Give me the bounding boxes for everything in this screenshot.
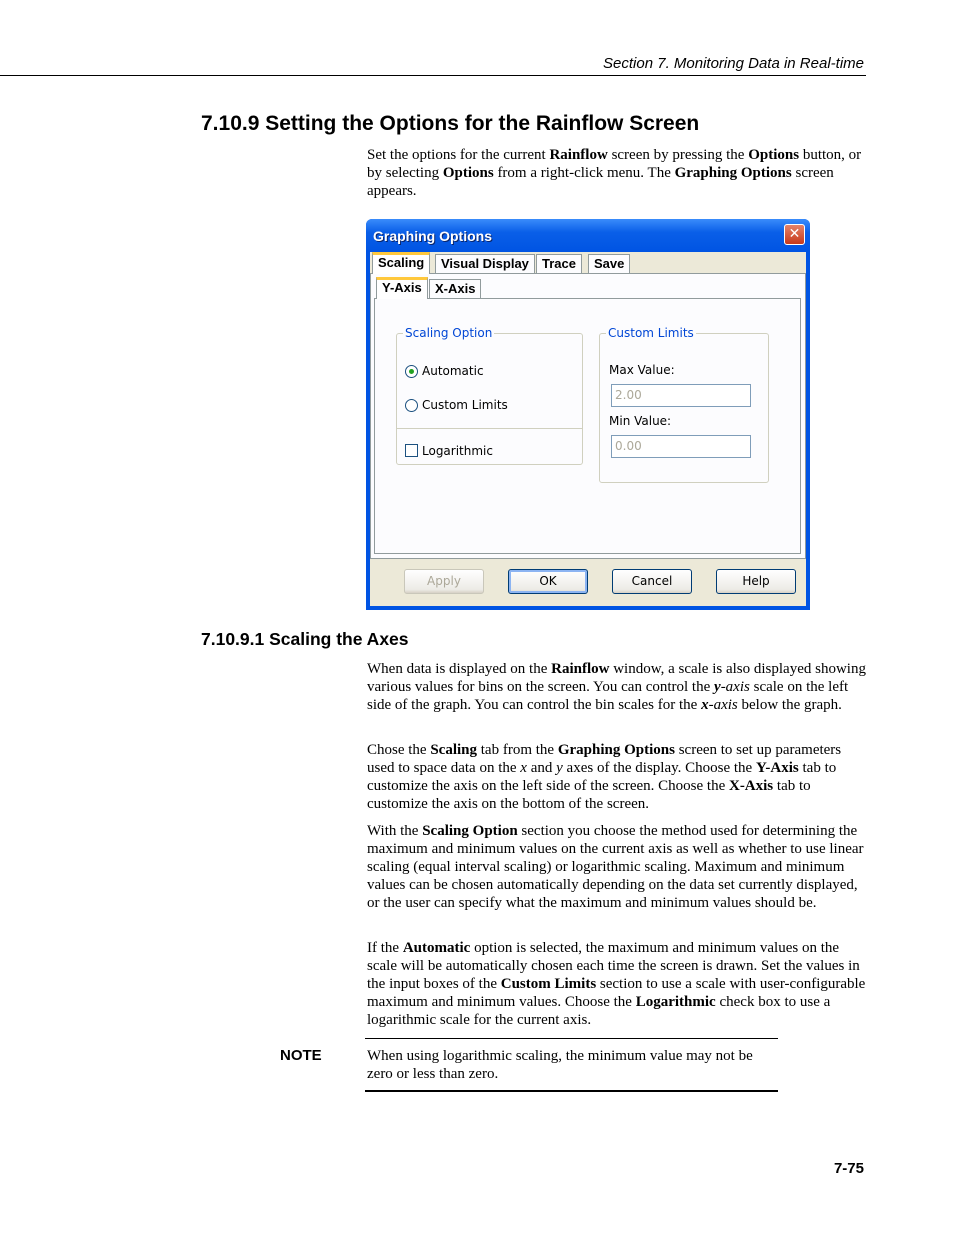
- text-run: below the graph.: [737, 697, 842, 713]
- running-header: Section 7. Monitoring Data in Real-time: [603, 55, 864, 72]
- text-run: Custom Limits: [500, 976, 597, 992]
- custom-limits-group-label: Custom Limits: [608, 326, 694, 340]
- body-paragraph-4: [367, 939, 867, 1029]
- text-run: tab from the: [477, 742, 558, 758]
- text-run: section to use a scale with user-configurable maximum and minimum values. Choose the: [367, 976, 866, 1010]
- cancel-button[interactable]: Cancel: [612, 569, 692, 594]
- tab-visual-display[interactable]: Visual Display: [435, 254, 535, 274]
- tab-trace[interactable]: Trace: [536, 254, 582, 274]
- text-run: screen appears.: [367, 165, 834, 199]
- text-run: x: [701, 697, 709, 713]
- scaling-option-label: Scaling Option: [405, 326, 493, 340]
- logarithmic-checkbox[interactable]: [405, 444, 418, 457]
- min-value-input[interactable]: 0.00: [611, 435, 751, 458]
- note-text: When using logarithmic scaling, the minimum value may not be zero or less than zero.: [367, 1048, 753, 1082]
- text-run: from a right-click menu. The: [493, 165, 675, 181]
- section-heading: 7.10.9 Setting the Options for the Rainflow Screen: [201, 112, 700, 135]
- tab-save[interactable]: Save: [588, 254, 630, 274]
- text-run: Logarithmic: [635, 994, 716, 1010]
- logarithmic-label: Logarithmic: [422, 444, 493, 458]
- subsection-heading: 7.10.9.1 Scaling the Axes: [201, 629, 409, 649]
- apply-button[interactable]: Apply: [404, 569, 484, 594]
- text-run: Options: [748, 147, 800, 163]
- custom-limits-radio[interactable]: [405, 399, 418, 412]
- graphing-options-dialog: [366, 219, 810, 610]
- intro-paragraph: [367, 146, 867, 200]
- body-paragraph-1: [367, 660, 867, 714]
- text-run: When data is displayed on the: [367, 661, 552, 677]
- header-rule: [0, 75, 866, 76]
- text-run: window, a scale is also displayed showing various values for bins on the screen. You can control the: [367, 661, 866, 695]
- text-run: screen to set up parameters used to space data on the: [367, 742, 842, 776]
- text-run: y: [714, 679, 721, 695]
- automatic-label: Automatic: [422, 364, 484, 378]
- text-run: Options: [442, 165, 494, 181]
- text-run: axes of the display. Choose the: [562, 760, 756, 776]
- text-run: -axis: [708, 697, 738, 713]
- text-run: and: [526, 760, 557, 776]
- text-run: Set the options for the current: [367, 147, 550, 163]
- text-run: section you choose the method used for determining the maximum and minimum values on the current axis as well as whether to use linear scaling (equal interval scaling) or logarithmic scaling. Maximum and minimum values can be chosen automatically depending on the data set currently displayed, or the user can specify what the maximum and minimum values should be.: [367, 823, 864, 911]
- tab-scaling[interactable]: Scaling: [372, 252, 430, 274]
- body-paragraph-2: [367, 741, 867, 813]
- note-top-rule: [365, 1038, 778, 1039]
- text-run: -axis: [720, 679, 750, 695]
- body-paragraph-3: [367, 822, 867, 912]
- text-run: Graphing Options: [557, 742, 675, 758]
- text-run: check box to use a logarithmic scale for the current axis.: [367, 994, 831, 1028]
- text-run: tab to customize the axis on the bottom of the screen.: [367, 778, 811, 812]
- note-label: NOTE: [280, 1047, 322, 1064]
- dialog-titlebar[interactable]: [366, 219, 810, 252]
- group-divider: [397, 428, 582, 429]
- tab-x-axis[interactable]: X-Axis: [429, 279, 481, 299]
- text-run: x: [520, 760, 527, 776]
- text-run: If the: [367, 940, 403, 956]
- text-run: Y-Axis: [755, 760, 799, 776]
- max-value-label: Max Value:: [609, 363, 675, 377]
- close-icon[interactable]: ✕: [784, 224, 805, 245]
- note-bottom-rule: [365, 1090, 778, 1092]
- custom-limits-group: [599, 326, 769, 483]
- automatic-radio[interactable]: [405, 365, 418, 378]
- text-run: With the: [367, 823, 423, 839]
- text-run: X-Axis: [728, 778, 774, 794]
- text-run: option is selected, the maximum and minimum values on the scale will be automatically chosen each time the screen is drawn. Set the values in the input boxes of the: [367, 940, 860, 992]
- min-value-label: Min Value:: [609, 414, 672, 428]
- text-run: button, or by selecting: [367, 147, 862, 181]
- text-run: scale on the left side of the graph. You can control the bin scales for the: [367, 679, 849, 713]
- text-run: tab to customize the axis on the left side of the screen. Choose the: [367, 760, 837, 794]
- text-run: Graphing Options: [674, 165, 792, 181]
- text-run: Automatic: [402, 940, 471, 956]
- text-run: Scaling Option: [422, 823, 518, 839]
- text-run: screen by pressing the: [607, 147, 749, 163]
- page-number: 7-75: [833, 1160, 864, 1177]
- tab-y-axis[interactable]: Y-Axis: [376, 277, 428, 299]
- custom-limits-label: Custom Limits: [422, 398, 508, 412]
- text-run: Rainflow: [549, 147, 608, 163]
- text-run: Chose the: [367, 742, 431, 758]
- text-run: y: [556, 760, 563, 776]
- text-run: Rainflow: [551, 661, 610, 677]
- max-value-input[interactable]: 2.00: [611, 384, 751, 407]
- ok-button[interactable]: OK: [508, 569, 588, 594]
- dialog-client: [370, 252, 806, 606]
- dialog-title: Graphing Options: [373, 228, 492, 244]
- text-run: Scaling: [430, 742, 478, 758]
- help-button[interactable]: Help: [716, 569, 796, 594]
